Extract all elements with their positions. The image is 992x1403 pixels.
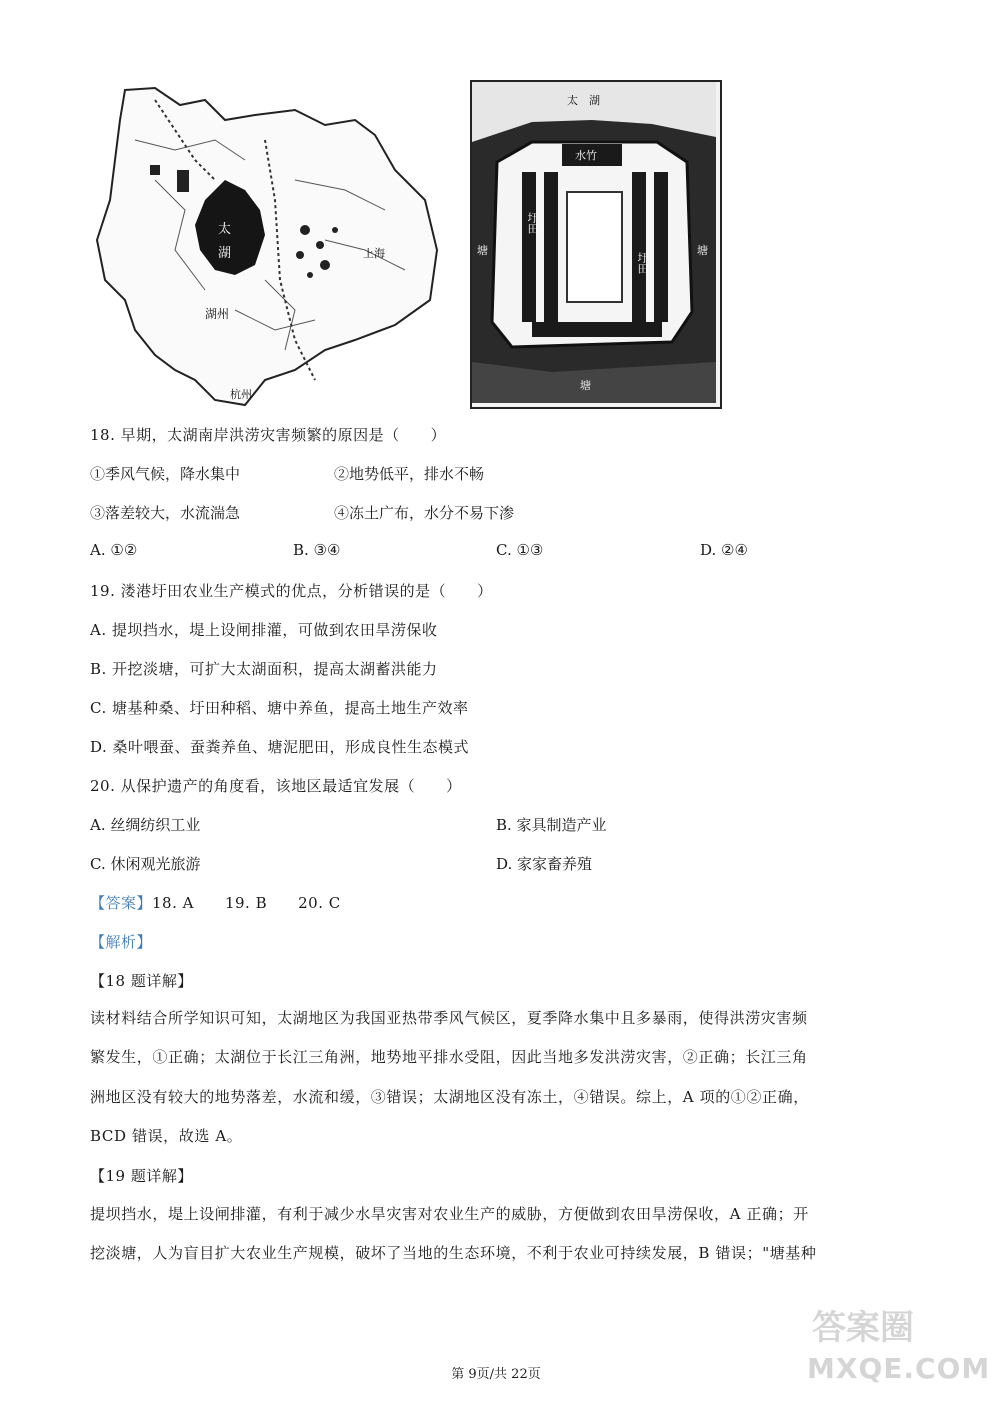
diagram-label-tang-right: 塘 xyxy=(697,244,708,257)
q20-option-b: B. 家具制造产业 xyxy=(496,816,607,834)
diagram-label-tang-bottom: 塘 xyxy=(580,379,591,392)
q18-option-b: B. ③④ xyxy=(293,541,341,559)
q18-option-c: C. ①③ xyxy=(496,541,544,559)
q19-option-a: A. 提坝挡水，堤上设闸排灌，可做到农田旱涝保收 xyxy=(90,621,438,639)
detail18-heading: 【18 题详解】 xyxy=(90,972,193,990)
answer-line xyxy=(90,892,341,913)
detail18-line-4: BCD 错误，故选 A。 xyxy=(90,1126,243,1145)
analysis-tag xyxy=(90,931,152,952)
map-label-huzhou: 湖州 xyxy=(205,307,230,321)
detail18-line-1: 读材料结合所学知识可知，太湖地区为我国亚热带季风气候区，夏季降水集中且多暴雨，使得洪涝灾害频 xyxy=(90,1009,808,1027)
diagram-label-taihu: 太 湖 xyxy=(567,94,600,107)
detail18-paragraph xyxy=(90,999,905,1156)
q20-option-d: D. 家家畜养殖 xyxy=(496,855,593,873)
map-label-lake-2: 湖 xyxy=(218,246,232,261)
polder-layout-diagram xyxy=(470,80,722,409)
q20-option-c: C. 休闲观光旅游 xyxy=(90,855,201,873)
q18-option-d: D. ②④ xyxy=(700,541,748,559)
detail18-line-3: 洲地区没有较大的地势落差，水流和缓，③错误；太湖地区没有冻土，④错误。综上，A 项的①②正确， xyxy=(90,1087,809,1106)
q20-stem: 20. 从保护遗产的角度看，该地区最适宜发展（ ） xyxy=(90,777,462,795)
polder-diagram-drawing xyxy=(472,82,716,403)
detail18-line-2: 繁发生，①正确；太湖位于长江三角洲，地势地平排水受阻，因此当地多发洪涝灾害，②正确；长江三角 xyxy=(90,1048,808,1067)
q18-stem: 18. 早期，太湖南岸洪涝灾害频繁的原因是（ ） xyxy=(90,426,447,444)
q18-item-3: ③落差较大，水流湍急 xyxy=(90,504,241,522)
q19-option-d: D. 桑叶喂蚕、蚕粪养鱼、塘泥肥田，形成良性生态模式 xyxy=(90,738,470,756)
q18-item-1: ①季风气候，降水集中 xyxy=(90,465,241,483)
q18-item-2: ②地势低平，排水不畅 xyxy=(334,465,485,483)
diagram-label-tang-left: 塘 xyxy=(477,244,488,257)
detail19-paragraph xyxy=(90,1195,905,1274)
q18-option-a: A. ①② xyxy=(90,541,138,559)
q19-stem: 19. 溇港圩田农业生产模式的优点，分析错误的是（ ） xyxy=(90,582,493,600)
analysis-label: 【解析】 xyxy=(90,933,153,951)
diagram-label-kutian-left: 圩田 xyxy=(526,212,539,234)
watermark-top: 答案圈 xyxy=(812,1308,914,1348)
detail19-heading: 【19 题详解】 xyxy=(90,1167,193,1185)
answer-text: 18. A 19. B 20. C xyxy=(152,894,341,912)
diagram-label-kutian-right: 圩田 xyxy=(636,252,649,274)
map-label-hangzhou: 杭州 xyxy=(230,388,252,401)
watermark-bottom: MXQE.COM xyxy=(807,1352,991,1385)
q19-option-b: B. 开挖淡塘，可扩大太湖面积，提高太湖蓄洪能力 xyxy=(90,660,438,678)
diagram-label-shuizhu: 水竹 xyxy=(575,149,597,162)
q18-item-4: ④冻土广布，水分不易下渗 xyxy=(334,504,515,522)
detail19-line-1: 提坝挡水，堤上设闸排灌，有利于减少水旱灾害对农业生产的威胁，方便做到农田旱涝保收，A 正确；开 xyxy=(90,1205,809,1223)
q19-option-c: C. 塘基种桑、圩田种稻、塘中养鱼，提高土地生产效率 xyxy=(90,699,469,717)
watermark-logo xyxy=(802,1300,991,1395)
map-label-shanghai: 上海 xyxy=(363,247,385,260)
q20-option-a: A. 丝绸纺织工业 xyxy=(90,816,201,834)
taihu-region-map xyxy=(95,80,440,410)
page-footer: 第 9页/共 22页 xyxy=(451,1367,541,1382)
region-map-drawing xyxy=(95,80,440,410)
detail19-line-2: 挖淡塘，人为盲目扩大农业生产规模，破坏了当地的生态环境，不利于农业可持续发展，B 错误；"塘基种 xyxy=(90,1244,817,1263)
map-label-lake-1: 太 xyxy=(218,222,232,237)
answer-tag: 【答案】 xyxy=(90,894,153,912)
